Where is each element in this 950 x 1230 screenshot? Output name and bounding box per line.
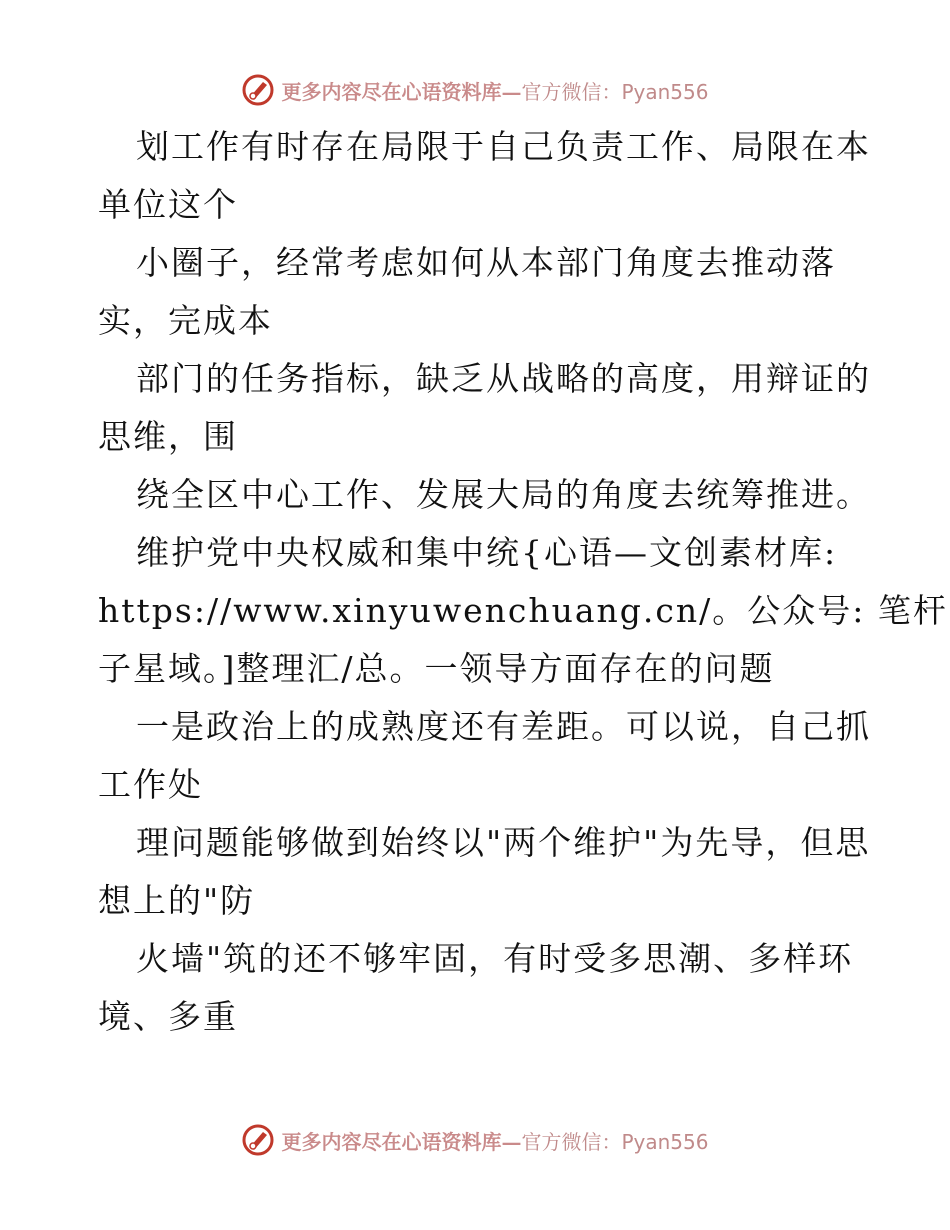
footer-banner-dash: — (501, 1129, 522, 1154)
header-banner-dash: — (501, 79, 522, 104)
body-line: 火墙"筑的还不够牢固，有时受多思潮、多样环 (136, 939, 854, 978)
body-line: 子星域。]整理汇/总。一领导方面存在的问题 (98, 649, 775, 688)
header-banner (0, 70, 950, 110)
body-line: 划工作有时存在局限于自己负责工作、局限在本 (136, 127, 871, 166)
body-line: 绕全区中心工作、发展大局的角度去统筹推进。 (136, 475, 871, 514)
footer-banner (0, 1120, 950, 1160)
pen-seal-logo-icon (241, 73, 275, 107)
body-line: 理问题能够做到始终以"两个维护"为先导，但思 (136, 823, 871, 862)
body-line: 境、多重 (98, 997, 238, 1036)
header-banner-wechat: 官方微信：Pyan556 (521, 79, 709, 104)
document-body (98, 118, 948, 1046)
body-line: 小圈子，经常考虑如何从本部门角度去推动落 (136, 243, 836, 282)
body-line: 维护党中央权威和集中统{心语—文创素材库: (136, 533, 838, 572)
footer-banner-text (281, 1126, 708, 1155)
body-line: 实，完成本 (98, 301, 273, 340)
footer-banner-main: 更多内容尽在心语资料库 (281, 1129, 502, 1154)
body-line: 想上的"防 (98, 881, 256, 920)
body-line: 思维，围 (98, 417, 238, 456)
body-line: 单位这个 (98, 185, 238, 224)
body-line: 部门的任务指标，缺乏从战略的高度，用辩证的 (136, 359, 871, 398)
header-banner-main: 更多内容尽在心语资料库 (281, 79, 502, 104)
body-line: 工作处 (98, 765, 203, 804)
body-line: 一是政治上的成熟度还有差距。可以说，自己抓 (136, 707, 871, 746)
pen-seal-logo-icon (241, 1123, 275, 1157)
body-line: https://www.xinyuwenchuang.cn/。公众号: 笔杆 (98, 591, 948, 630)
header-banner-text (281, 76, 708, 105)
footer-banner-wechat: 官方微信：Pyan556 (521, 1129, 709, 1154)
